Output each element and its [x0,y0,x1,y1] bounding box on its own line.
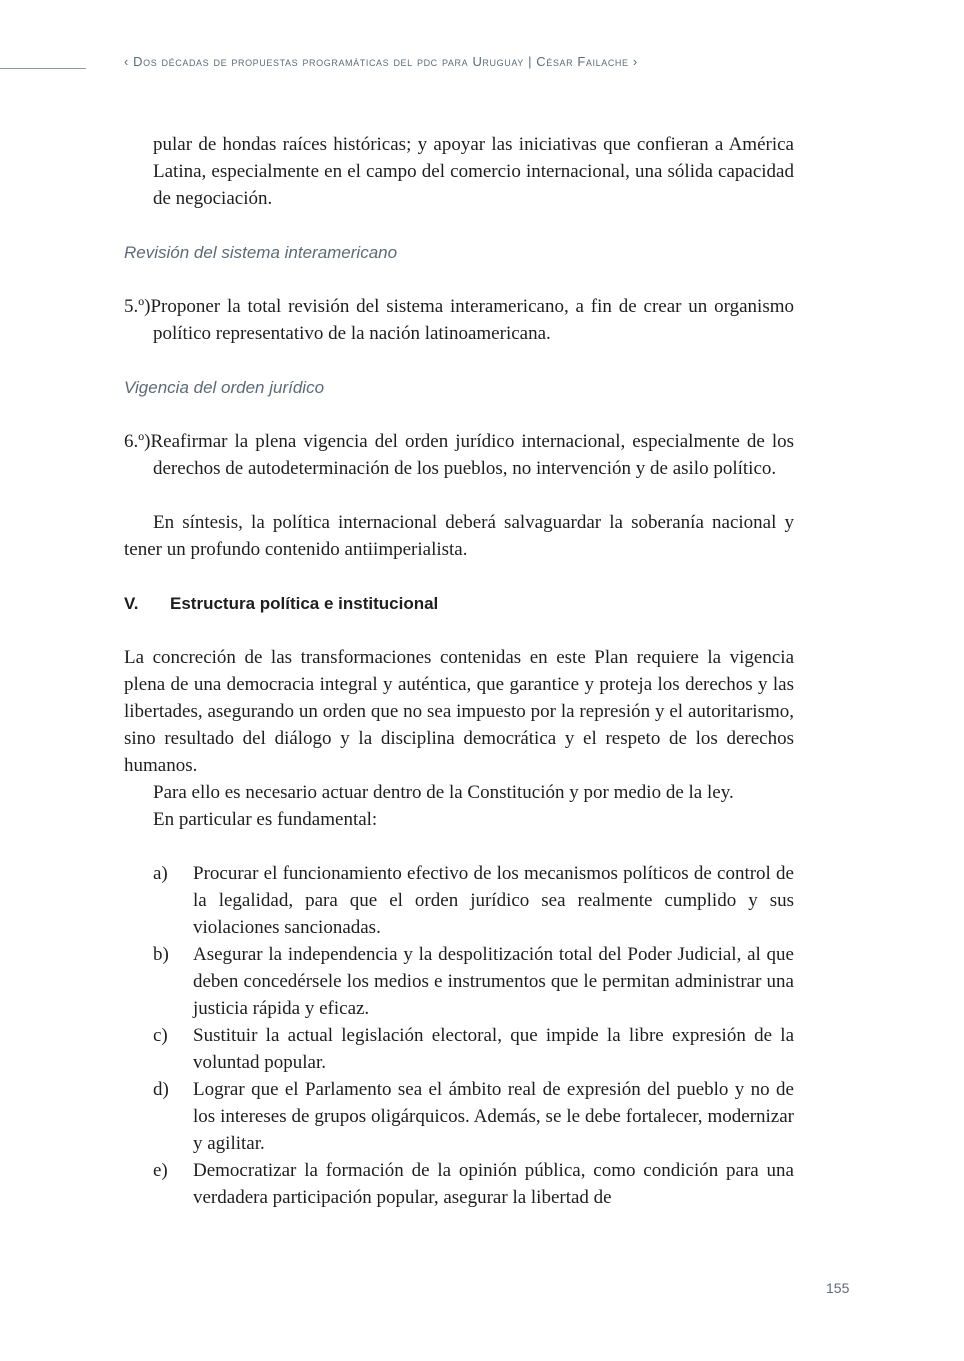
running-header: ‹ Dos décadas de propuestas programáticas del pdc para Uruguay | César Failache › [124,54,638,69]
section-title: Estructura política e institucional [170,594,439,613]
list-letter: c) [153,1025,168,1046]
page-number: 155 [826,1280,850,1296]
numbered-item-6: 6.º)Reafirmar la plena vigencia del orden jurídico internacional, especialmente de los derechos de autodeterminación de los pueblos, no intervención y de asilo político. [124,431,794,479]
section-heading [124,590,794,617]
list-text: Asegurar la independencia y la despolitización total del Poder Judicial, al que deben concedérsele los medios e instrumentos que le permitan administrar una justicia rápida y eficaz. [193,944,794,1019]
list-letter: a) [153,863,168,884]
list-letter: d) [153,1079,169,1100]
subheading-vigencia: Vigencia del orden jurídico [124,378,325,397]
list-text: Procurar el funcionamiento efectivo de los mecanismos políticos de control de la legalidad, para que el orden jurídico sea realmente cumplido y sus violaciones sancionadas. [193,863,794,938]
section-paragraph-3: En particular es fundamental: [153,809,378,830]
list-item [124,1076,794,1157]
lettered-list [124,860,794,1211]
list-item [124,860,794,941]
numbered-item-5: 5.º)Proponer la total revisión del sistema interamericano, a fin de crear un organismo político representativo de la nación latinoamericana. [124,296,794,344]
list-letter: b) [153,944,169,965]
synthesis-paragraph: En síntesis, la política internacional deberá salvaguardar la soberanía nacional y tener un profundo contenido antiimperialista. [124,512,794,560]
subheading-revision: Revisión del sistema interamericano [124,243,398,262]
list-item [124,1022,794,1076]
section-paragraph-2: Para ello es necesario actuar dentro de la Constitución y por medio de la ley. [153,782,734,803]
list-letter: e) [153,1160,168,1181]
list-text: Democratizar la formación de la opinión pública, como condición para una verdadera participación popular, asegurar la libertad de [193,1160,794,1208]
page-body [124,131,794,1211]
header-rule [0,68,86,69]
continuation-paragraph: pular de hondas raíces históricas; y apoyar las iniciativas que confieran a América Latina, especialmente en el campo del comercio internacional, una sólida capacidad de negociación. [153,134,794,209]
list-text: Sustituir la actual legislación electoral, que impide la libre expresión de la voluntad popular. [193,1025,794,1073]
section-number: V. [124,594,139,613]
list-item [124,941,794,1022]
list-text: Lograr que el Parlamento sea el ámbito real de expresión del pueblo y no de los intereses de grupos oligárquicos. Además, se le debe fortalecer, modernizar y agilitar. [193,1079,794,1154]
section-paragraph-1: La concreción de las transformaciones contenidas en este Plan requiere la vigencia plena de una democracia integral y auténtica, que garantice y proteja los derechos y las libertades, asegurando un orden que no sea impuesto por la represión y el autoritarismo, sino resultado del diálogo y la disciplina democrática y el respeto de los derechos humanos. [124,647,794,776]
list-item [124,1157,794,1211]
